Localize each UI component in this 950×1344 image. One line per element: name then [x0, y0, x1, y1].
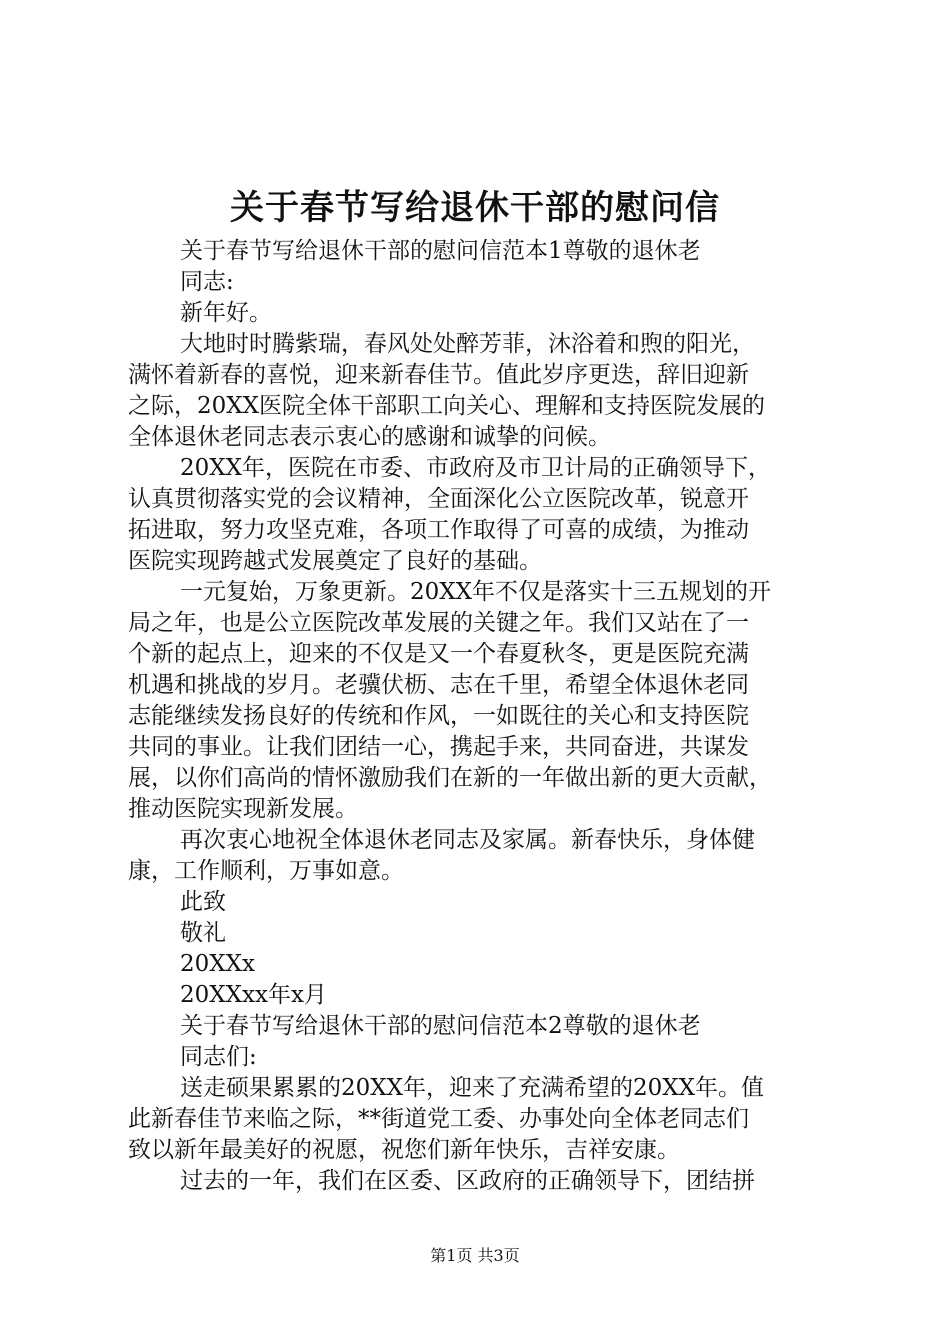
- text-line: 关于春节写给退休干部的慰问信范本1尊敬的退休老: [180, 238, 701, 264]
- text-line: 大地时时腾紫瑞，春风处处醉芳菲，沐浴着和煦的阳光，: [180, 331, 755, 357]
- text-line: 同志:: [180, 269, 234, 295]
- text-line: 致以新年最美好的祝愿，祝您们新年快乐，吉祥安康。: [128, 1137, 680, 1163]
- text-line: 医院实现跨越式发展奠定了良好的基础。: [128, 548, 542, 574]
- page-number-footer: 第1页 共3页: [430, 1246, 520, 1265]
- text-line: 同志们:: [180, 1044, 257, 1070]
- text-line: 20XXx: [180, 951, 255, 977]
- text-line: 20XX年，医院在市委、市政府及市卫计局的正确领导下，: [180, 455, 772, 481]
- text-line: 共同的事业。让我们团结一心，携起手来，共同奋进，共谋发: [128, 734, 749, 760]
- text-line: 志能继续发扬良好的传统和作风，一如既往的关心和支持医院: [128, 703, 749, 729]
- document-title: 关于春节写给退休干部的慰问信: [230, 188, 720, 228]
- text-line: 新年好。: [180, 300, 272, 326]
- text-line: 过去的一年，我们在区委、区政府的正确领导下，团结拼: [180, 1168, 755, 1194]
- text-line: 局之年，也是公立医院改革发展的关键之年。我们又站在了一: [128, 610, 749, 636]
- text-line: 此新春佳节来临之际，**街道党工委、办事处向全体老同志们: [128, 1106, 749, 1132]
- text-line: 机遇和挑战的岁月。老骥伏枥、志在千里，希望全体退休老同: [128, 672, 749, 698]
- text-line: 拓进取，努力攻坚克难，各项工作取得了可喜的成绩，为推动: [128, 517, 749, 543]
- document-body: [128, 236, 828, 1197]
- text-line: 再次衷心地祝全体退休老同志及家属。新春快乐，身体健: [180, 827, 755, 853]
- text-line: 展，以你们高尚的情怀激励我们在新的一年做出新的更大贡献，: [128, 765, 772, 791]
- text-line: 送走硕果累累的20XX年，迎来了充满希望的20XX年。值: [180, 1075, 765, 1101]
- text-line: 一元复始，万象更新。20XX年不仅是落实十三五规划的开: [180, 579, 772, 605]
- text-line: 康，工作顺利，万事如意。: [128, 858, 404, 884]
- text-line: 此致: [180, 889, 226, 915]
- text-line: 认真贯彻落实党的会议精神，全面深化公立医院改革，锐意开: [128, 486, 749, 512]
- text-line: 敬礼: [180, 920, 226, 946]
- text-line: 推动医院实现新发展。: [128, 796, 358, 822]
- text-line: 满怀着新春的喜悦，迎来新春佳节。值此岁序更迭，辞旧迎新: [128, 362, 749, 388]
- text-line: 个新的起点上，迎来的不仅是又一个春夏秋冬，更是医院充满: [128, 641, 749, 667]
- text-line: 全体退休老同志表示衷心的感谢和诚挚的问候。: [128, 424, 611, 450]
- text-line: 之际，20XX医院全体干部职工向关心、理解和支持医院发展的: [128, 393, 766, 419]
- text-line: 20XXxx年x月: [180, 982, 327, 1008]
- text-line: 关于春节写给退休干部的慰问信范本2尊敬的退休老: [180, 1013, 701, 1039]
